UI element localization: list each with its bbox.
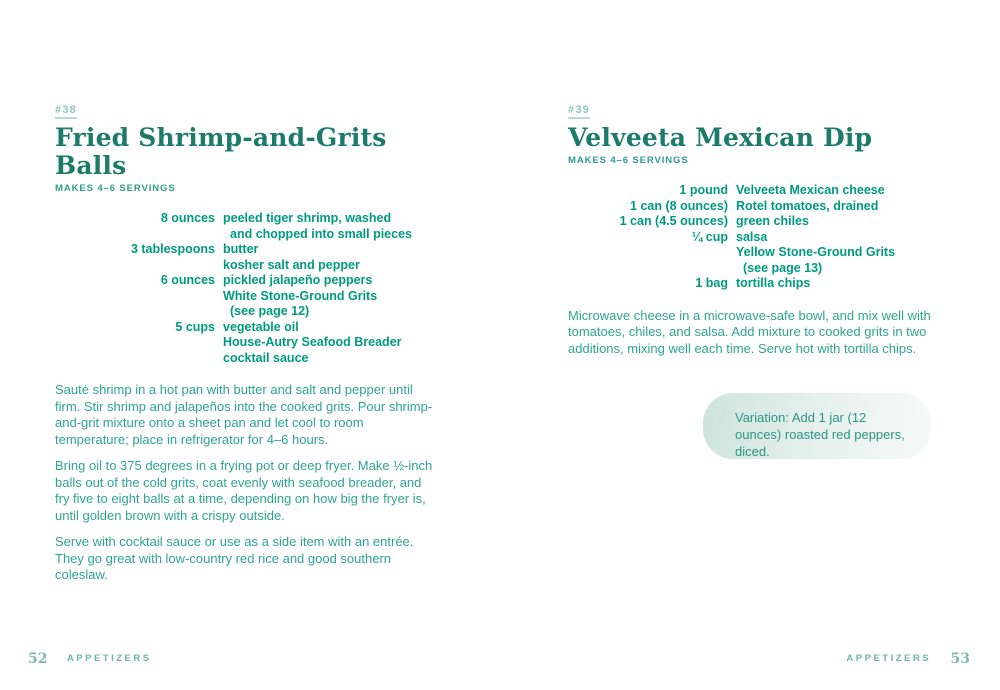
ingredient-amount (55, 289, 215, 320)
page-number: 52 (28, 650, 48, 667)
ingredient-item (736, 245, 934, 276)
ingredient-line-continued: (see page 13) (743, 260, 823, 275)
ingredient-line: pickled jalapeño peppers (223, 273, 373, 287)
ingredient-line-continued: and chopped into small pieces (230, 226, 412, 241)
method-paragraph: Sauté shrimp in a hot pan with butter and salt and pepper until firm. Stir shrimp and jalapeños into the cooked grits. Pour shrimp-and-grit mixture onto a sheet pan and let cool to room temperature; place in refrigerator for 4–6 hours. (55, 382, 433, 447)
ingredient-line: salsa (736, 229, 768, 244)
ingredient-line: green chiles (736, 214, 809, 228)
ingredient-amount (568, 245, 728, 276)
method-paragraph: Microwave cheese in a microwave-safe bowl, and mix well with tomatoes, chiles, and salsa. Add mixture to cooked grits in two additions, mixing well each time. Serve hot with tortilla chips. (568, 307, 931, 356)
ingredient-amount: 1 can (8 ounces) (630, 198, 728, 213)
footer-left (28, 650, 152, 668)
recipe-number: #38 (55, 104, 77, 119)
variation-text: Variation: Add 1 jar (12 ounces) roasted red peppers, diced. (735, 410, 905, 459)
ingredient-amount (55, 335, 215, 351)
ingredient-item (736, 276, 934, 292)
recipe-title: Velveeta Mexican Dip (568, 123, 873, 152)
ingredient-amount (55, 258, 215, 274)
section-label: APPETIZERS (846, 653, 932, 665)
ingredients-list (568, 183, 934, 292)
ingredient-item (223, 320, 461, 336)
servings-line: MAKES 4–6 SERVINGS (568, 155, 689, 166)
ingredient-amount: 3 tablespoons (130, 242, 215, 256)
ingredient-amount (55, 351, 215, 367)
ingredient-line: peeled tiger shrimp, washed (223, 211, 392, 225)
ingredient-line: butter (223, 242, 259, 256)
method-paragraph: Bring oil to 375 degrees in a frying pot or deep fryer. Make ½-inch balls out of the cold grits, coat evenly with seafood breader, and fry five to eight balls at a time, depending on how big the fryer is, until golden brown with a crispy outside. (55, 458, 433, 523)
ingredient-item (736, 214, 934, 230)
method-text (568, 308, 934, 358)
method-paragraph: Serve with cocktail sauce or use as a side item with an entrée. They go great with low-country red rice and good southern coleslaw. (55, 534, 414, 582)
ingredient-line: White Stone-Ground Grits (223, 288, 378, 303)
ingredient-line: Velveeta Mexican cheese (736, 183, 885, 197)
ingredient-amount: 6 ounces (160, 273, 215, 287)
ingredient-item (223, 289, 461, 320)
ingredient-amount: 8 ounces (160, 211, 215, 225)
ingredient-line: cocktail sauce (223, 350, 309, 365)
page-right (568, 100, 934, 459)
ingredient-item (223, 211, 461, 242)
page-left (55, 100, 461, 594)
ingredient-amount: 1 can (4.5 ounces) (619, 214, 728, 228)
ingredient-item (736, 183, 934, 199)
ingredient-item (223, 258, 461, 274)
method-text (55, 382, 437, 584)
ingredient-item (223, 242, 461, 258)
page-number: 53 (950, 650, 970, 667)
ingredient-amount: 1 pound (679, 183, 728, 197)
ingredient-item (223, 273, 461, 289)
recipe-header (55, 100, 461, 194)
servings-line: MAKES 4–6 SERVINGS (55, 183, 176, 194)
ingredient-line: Rotel tomatoes, drained (736, 198, 879, 213)
ingredient-amount: 1 bag (695, 276, 728, 290)
ingredient-amount: ¼ cup (691, 229, 728, 244)
ingredient-line: tortilla chips (736, 276, 811, 290)
ingredient-item (736, 230, 934, 246)
ingredients-list (55, 211, 461, 366)
ingredient-line: Yellow Stone-Ground Grits (736, 245, 896, 259)
variation-callout-box (703, 393, 931, 459)
ingredient-line: kosher salt and pepper (223, 257, 360, 272)
footer-right (846, 650, 970, 668)
ingredient-line: vegetable oil (223, 319, 299, 334)
ingredient-amount: 5 cups (175, 319, 215, 334)
section-label: APPETIZERS (66, 653, 152, 665)
ingredient-item (223, 335, 461, 351)
ingredient-line-continued: (see page 12) (230, 304, 310, 318)
recipe-title: Fried Shrimp-and-Grits Balls (55, 123, 387, 180)
ingredient-line: House-Autry Seafood Breader (223, 335, 402, 349)
recipe-number: #39 (568, 104, 590, 119)
recipe-header (568, 100, 934, 166)
ingredient-item (223, 351, 461, 367)
ingredient-item (736, 199, 934, 215)
